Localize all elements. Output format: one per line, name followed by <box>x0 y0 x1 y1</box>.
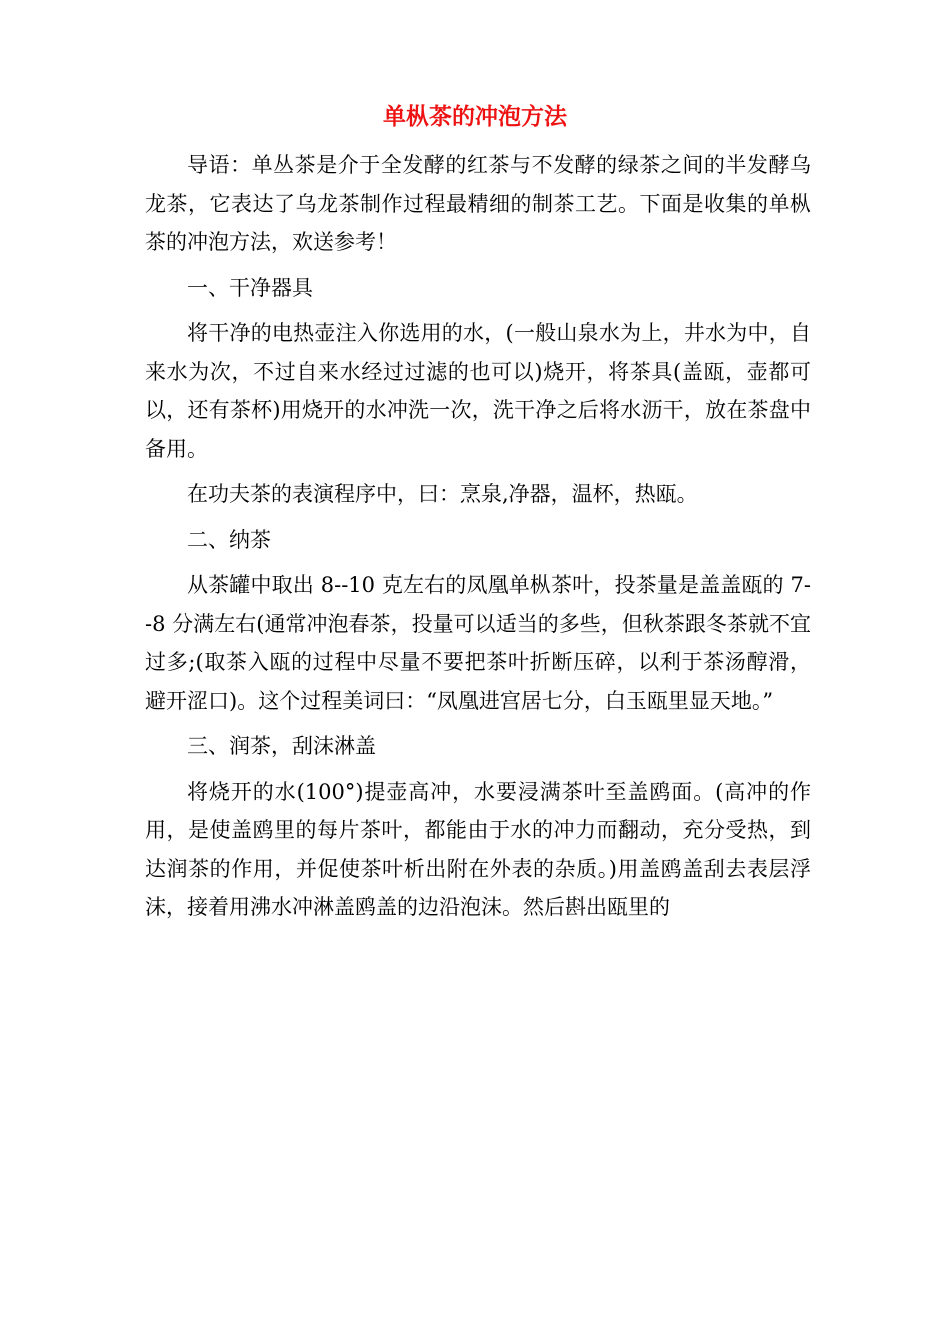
paragraph-add-tea: 从茶罐中取出 8--10 克左右的凤凰单枞茶叶，投茶量是盖盖瓯的 7--8 分满左右(通常冲泡春茶，投量可以适当的多些，但秋茶跟冬茶就不宜过多;(取茶入瓯的过程中尽量不要把茶叶折断压碎，以利于茶汤醇滑，避开涩口)。这个过程美词曰：“凤凰进宫居七分，白玉瓯里显天地。” <box>145 573 811 713</box>
document-body <box>145 146 811 934</box>
paragraph-performance-steps: 在功夫茶的表演程序中，曰：烹泉,净器，温杯，热瓯。 <box>187 482 698 506</box>
section-heading-rinse-tea: 三、润茶，刮沫淋盖 <box>187 734 376 758</box>
section-heading-add-tea: 二、纳茶 <box>187 527 271 552</box>
paragraph-rinse-tea: 将烧开的水(100°)提壶高冲，水要浸满茶叶至盖鸥面。(高冲的作用，是使盖鸥里的每片茶叶，都能由于水的冲力而翻动，充分受热，到达润茶的作用，并促使茶叶析出附在外表的杂质。)用盖鸥盖刮去表层浮沫，接着用沸水冲淋盖鸥盖的边沿泡沫。然后斟出瓯里的 <box>145 779 811 919</box>
section-heading-clean-utensils: 一、干净器具 <box>187 275 313 300</box>
paragraph-clean-utensils: 将干净的电热壶注入你选用的水，(一般山泉水为上，井水为中，自来水为次，不过自来水经过过滤的也可以)烧开，将茶具(盖瓯，壶都可以，还有茶杯)用烧开的水冲洗一次，洗干净之后将水沥干，放在茶盘中备用。 <box>145 321 811 461</box>
document-title: 单枞茶的冲泡方法 <box>383 103 567 130</box>
paragraph-intro: 导语：单丛茶是介于全发酵的红茶与不发酵的绿茶之间的半发酵乌龙茶，它表达了乌龙茶制作过程最精细的制茶工艺。下面是收集的单枞茶的冲泡方法，欢送参考！ <box>145 153 811 254</box>
